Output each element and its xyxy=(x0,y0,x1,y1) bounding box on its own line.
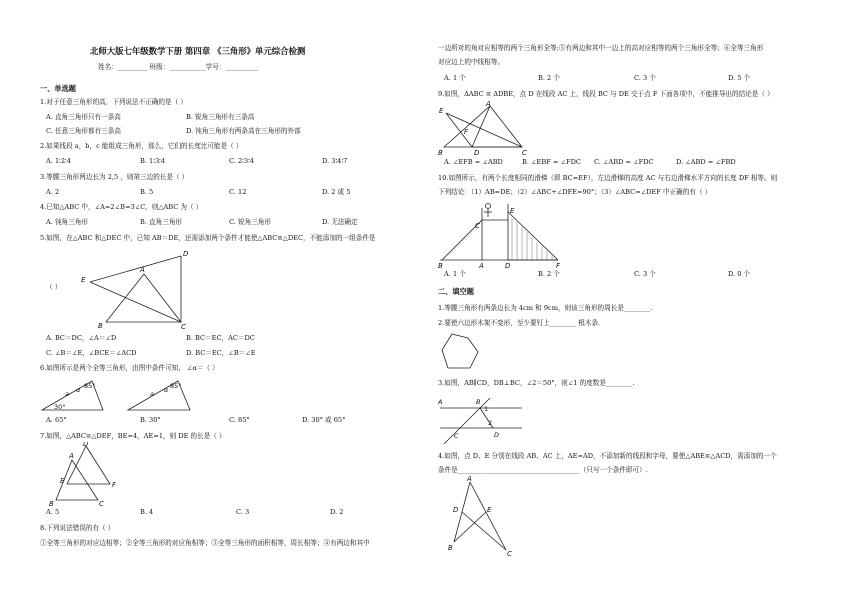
q9-option-b: B. ∠EBF = ∠FDC xyxy=(522,158,581,166)
q10-label-f: F xyxy=(556,262,561,268)
q9-label-a: A xyxy=(486,101,491,108)
q6-label-alpha-2: α xyxy=(164,386,169,394)
q2-option-a: A. 1∶2∶4 xyxy=(46,157,71,165)
q4-option-b: B. 直角三角形 xyxy=(140,218,183,226)
q7-option-d: D. 2 xyxy=(330,508,344,516)
q9-label-b: B xyxy=(438,149,443,155)
student-info-line: 姓名：_________ 班级：___________学号：__________ xyxy=(98,63,259,71)
q5-option-c: C. ∠B＝∠E，∠BCE＝∠ACD xyxy=(46,349,137,357)
q8-statement-line3: 对应边上的中线相等。 xyxy=(438,58,504,66)
q8-stem: 8.下列说法错误的有（ ） xyxy=(40,524,115,532)
q5-option-b: B. BC＝EC，AC＝DC xyxy=(186,334,255,342)
q5-label-b: B xyxy=(98,322,103,330)
q4-stem: 4.已知△ABC 中，∠A=2∠B=3∠C，则△ABC 为（ ） xyxy=(40,203,203,211)
q8-option-d: D. 5 个 xyxy=(728,74,751,82)
fill-q3: 3.如图，AB∥CD，DB⊥BC，∠2＝50°，则∠1 的度数是________. xyxy=(438,379,635,387)
q3-option-a: A. 2 xyxy=(46,188,60,196)
q6-label-30: 30° xyxy=(54,403,66,411)
q1-stem: 1.对于任意三角形的高，下列说法不正确的是（ ） xyxy=(40,98,187,106)
fill-q4-line2: 条件是_____________________________________（只写一个条件即可）. xyxy=(438,466,648,474)
q10-option-b: B. 2 个 xyxy=(538,270,560,278)
q7-stem: 7.如图，△ABC≌△DEF，BE=4，AE=1，则 DE 的长是（ ） xyxy=(40,432,226,440)
q7-option-a: A. 5 xyxy=(46,508,60,516)
q5-label-e: E xyxy=(81,276,86,284)
q10-stem-line1: 10.如图所示，有两个长度相同的滑梯（即 BC=EF），左边滑梯的高度 AC 与右边滑梯水平方向的长度 DF 相等。则 xyxy=(438,174,778,182)
fill-q3-label-2: 2 xyxy=(488,419,493,427)
q6-option-a: A. 65° xyxy=(46,416,67,424)
fill-q3-label-b: B xyxy=(476,398,481,406)
fill-q3-figure xyxy=(438,392,524,448)
section-fill-blank: 二、填空题 xyxy=(438,287,474,296)
q8-statement-line2: 一边所对的角对应相等的两个三角形全等;⑤有两边和其中一边上的高对应相等的两个三角形全等；⑥全等三角形 xyxy=(438,44,764,52)
q10-label-a: A xyxy=(479,262,484,268)
q6-stem: 6.如图所示是两个全等三角形，由图中条件可知， ∠α＝（ ） xyxy=(40,364,219,372)
q10-option-c: C. 3 个 xyxy=(634,270,656,278)
q4-option-a: A. 钝角三角形 xyxy=(46,218,88,226)
q7-label-c: C xyxy=(99,500,104,508)
q7-label-b: B xyxy=(49,500,54,508)
q5-label-a: A xyxy=(140,266,145,274)
q10-label-c: C xyxy=(475,222,480,230)
q3-stem: 3.等腰三角形两边长为 2,5 ，则第三边的长是（ ） xyxy=(40,173,189,181)
q6-label-85-1: 85° xyxy=(84,382,96,390)
q9-option-a: A. ∠EFB = ∠ABD xyxy=(444,158,503,166)
fill-q2-hexagon-figure xyxy=(438,330,482,374)
q8-option-b: B. 2 个 xyxy=(538,74,560,82)
q1-option-a: A. 直角三角形只有一条高 xyxy=(46,113,121,121)
fill-q3-label-1: 1 xyxy=(484,405,489,413)
page-title: 北师大版七年级数学下册 第四章 《三角形》单元综合检测 xyxy=(90,46,306,56)
q10-label-e: E xyxy=(510,207,515,215)
q5-option-a: A. BC＝DC，∠A＝∠D xyxy=(46,334,117,342)
fill-q4-label-d: D xyxy=(453,506,459,514)
q9-option-c: C. ∠ABD = ∠FDC xyxy=(594,158,654,166)
q9-label-d: D xyxy=(474,149,480,155)
q6-label-a-1: a xyxy=(65,390,69,398)
section-single-choice: 一、单选题 xyxy=(40,84,76,93)
q5-paren: （ ） xyxy=(46,283,62,291)
q9-label-c: C xyxy=(522,149,527,155)
q7-label-a: A xyxy=(69,452,74,460)
q9-stem: 9.如图，ΔABC ≅ ΔDBE，点 D 在线段 AC 上，线段 BC 与 DE 交于点 F 下面各项中，不能推导出的结论是（ ） xyxy=(438,90,774,98)
q6-option-b: B. 30° xyxy=(140,416,161,424)
q7-label-e: E xyxy=(60,477,65,485)
fill-q4-label-c: C xyxy=(507,550,512,556)
q9-option-d: D. ∠ABD = ∠FBD xyxy=(676,158,736,166)
q2-option-b: B. 1∶3∶4 xyxy=(140,157,166,165)
q6-label-85-2: 85° xyxy=(170,382,182,390)
q5-figure xyxy=(78,244,198,330)
q5-option-d: D. BC＝EC，∠B＝∠E xyxy=(186,349,256,357)
q6-option-d: D. 30° 或 65° xyxy=(302,416,346,424)
fill-q4-label-e: E xyxy=(487,506,492,514)
q10-label-b: B xyxy=(438,262,443,268)
fill-q3-label-c: C xyxy=(454,432,459,440)
fill-q4-line1: 4.如图，点 D、E 分别在线段 AB、AC 上，AE=AD，不添加新的线段和字母，要使△ABE≌△ACD，需添加的一个 xyxy=(438,452,777,460)
q10-label-d: D xyxy=(505,262,511,268)
fill-q2: 2.要使六边形木架不变形，至少要钉上________ 根木条. xyxy=(438,319,601,327)
q7-label-f: F xyxy=(112,481,117,489)
q9-figure xyxy=(438,101,528,155)
q7-label-d: D xyxy=(83,442,89,448)
fill-q3-label-a: A xyxy=(438,398,443,406)
q6-label-alpha-1: α xyxy=(76,386,81,394)
q4-option-d: D. 无法确定 xyxy=(322,218,358,226)
fill-q4-figure xyxy=(448,476,528,556)
fill-q1: 1.等腰三角形有两条边长为 4cm 和 9cm，则该三角形的周长是________. xyxy=(438,304,653,312)
q7-figure xyxy=(40,442,120,508)
q6-option-c: C. 85° xyxy=(229,416,250,424)
q3-option-b: B. 5 xyxy=(140,188,154,196)
q10-stem-line2: 下列结论：（1）AB=DE；（2）∠ABC+∠DFE=90°；（3）∠ABC=∠DEF 中正确的有（ ） xyxy=(438,188,712,196)
q1-option-d: D. 钝角三角形有两条高在三角形的外部 xyxy=(186,127,301,135)
q9-label-f: F xyxy=(464,128,469,136)
q9-label-e: E xyxy=(439,107,444,115)
q7-option-c: C. 3 xyxy=(236,508,250,516)
fill-q3-label-d: D xyxy=(494,431,500,439)
q10-option-a: A. 1 个 xyxy=(444,270,466,278)
q3-option-c: C. 12 xyxy=(229,188,247,196)
q8-option-a: A. 1 个 xyxy=(444,74,466,82)
q8-statement-line1: ①全等三角形的对应边相等；②全等三角形的对应角相等；③全等三角形的面积相等，周长相等；④有两边和其中 xyxy=(40,539,370,547)
q1-option-b: B. 锐角三角形有三条高 xyxy=(186,113,255,121)
q6-figure xyxy=(40,376,220,412)
q7-option-b: B. 4 xyxy=(140,508,154,516)
fill-q4-label-b: B xyxy=(448,544,453,552)
q8-option-c: C. 3 个 xyxy=(634,74,656,82)
q3-option-d: D. 2 或 5 xyxy=(322,188,351,196)
q2-option-d: D. 3∶4∶7 xyxy=(322,157,348,165)
q4-option-c: C. 锐角三角形 xyxy=(229,218,271,226)
q6-label-a-2: a xyxy=(150,390,154,398)
q5-label-d: D xyxy=(183,250,189,258)
q2-stem: 2.如果线段 a，b，c 能组成三角形，那么，它们的长度比可能是（ ） xyxy=(40,142,243,150)
q10-figure xyxy=(438,198,568,268)
q10-option-d: D. 0 个 xyxy=(728,270,751,278)
fill-q4-label-a: A xyxy=(467,476,472,483)
q2-option-c: C. 2∶3∶4 xyxy=(229,157,255,165)
q5-stem: 5.如图，在△ABC 和△DEC 中，已知 AB＝DE，还需添加两个条件才能使△ABC≌△DEC，不能添加的一组条件是 xyxy=(40,234,376,242)
q1-option-c: C. 任意三角形都有三条高 xyxy=(46,127,121,135)
q5-label-c: C xyxy=(181,323,186,330)
